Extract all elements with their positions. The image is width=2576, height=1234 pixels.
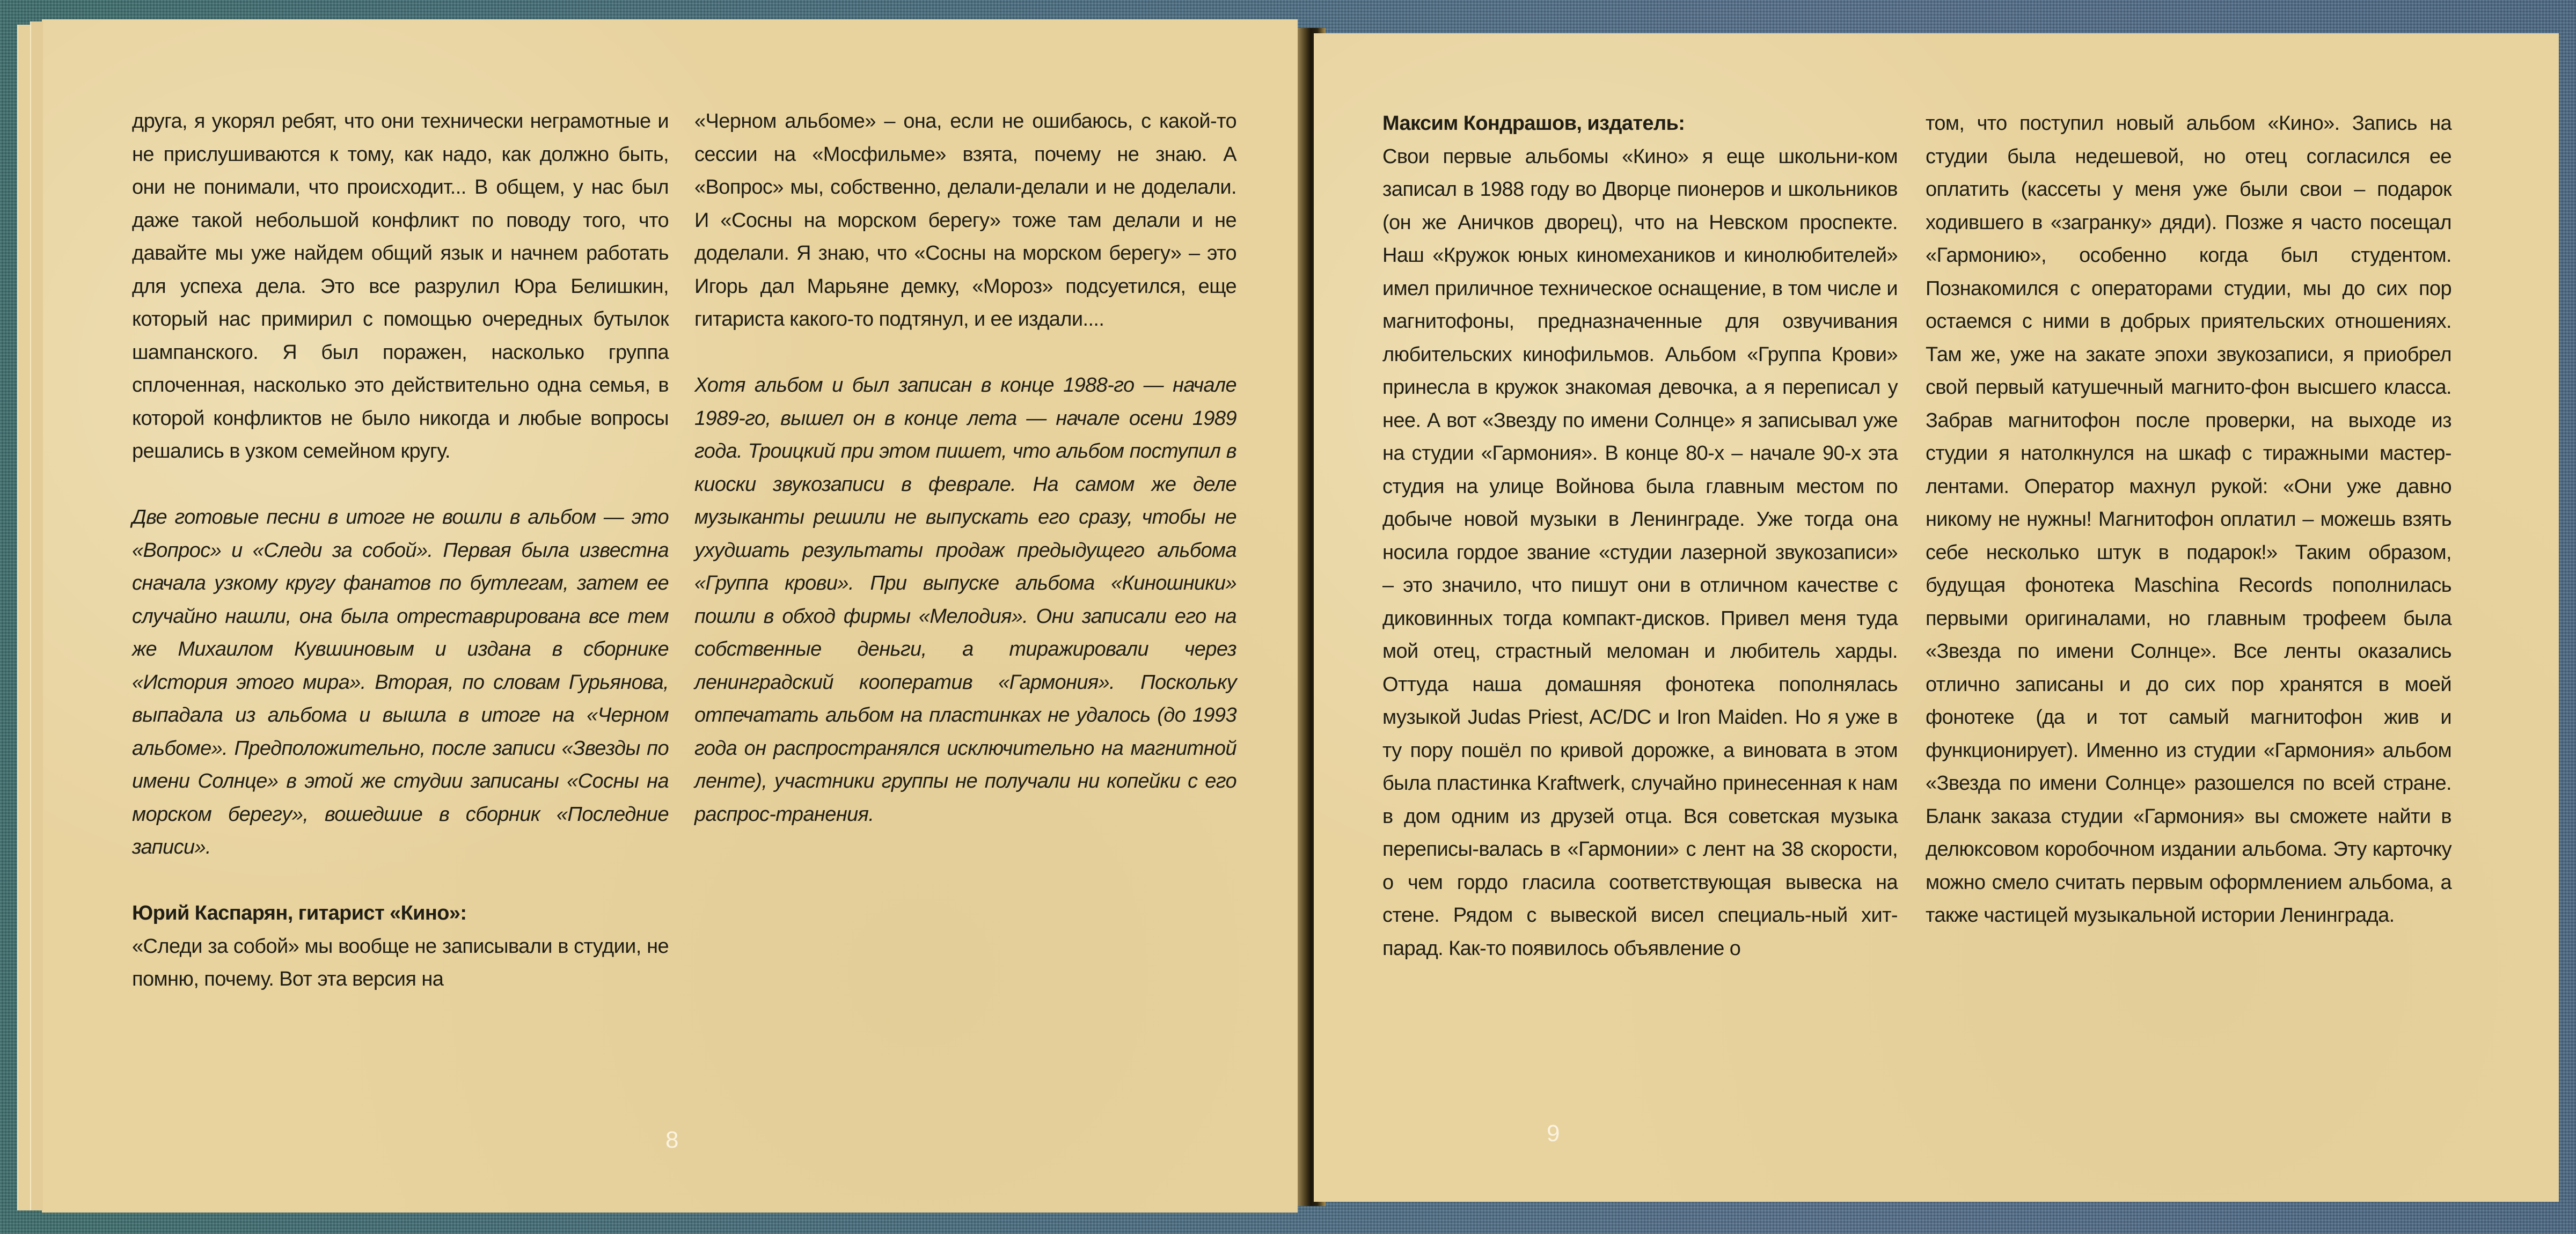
right-page-column-1 (1382, 107, 1898, 965)
left-page-column-2 (694, 105, 1236, 831)
right-page-column-2 (1926, 107, 2451, 932)
page-stack-edge (30, 21, 43, 1210)
paragraph: «Черном альбоме» – она, если не ошибаюсь, с какой-то сессии на «Мосфильме» взята, почему не знаю. А «Вопрос» мы, собственно, делали-делали и не доделали. И «Сосны на морском берегу» тоже там делали и не доделали. Я знаю, что «Сосны на морском берегу» – это Игорь дал Марьяне демку, «Мороз» подсуетился, еще гитариста какого-то подтянул, и ее издали.... (694, 110, 1236, 330)
italic-paragraph: Хотя альбом и был записан в конце 1988-го — начале 1989-го, вышел он в конце лета — начале осени 1989 года. Троицкий при этом пишет, что альбом поступил в киоски звукозаписи в феврале. На самом же деле музыканты решили не выпускать его сразу, чтобы не ухудшать результаты продаж предыдущего альбома «Группа крови». При выпуске альбома «Киношники» пошли в обход фирмы «Мелодия». Они записали его на собственные деньги, а тиражировали через ленинградский кооператив «Гармония». Поскольку отпечатать альбом на пластинках не удалось (до 1993 года он распространялся исключительно на магнитной ленте), участники группы не получали ни копейки с его распрос-транения. (694, 374, 1236, 826)
speaker-heading: Юрий Каспарян, гитарист «Кино»: (132, 902, 467, 924)
page-number: 9 (1547, 1120, 1560, 1147)
page-number: 8 (665, 1127, 679, 1153)
paragraph: друга, я укорял ребят, что они технически неграмотные и не прислушиваются к тому, как надо, как должно быть, они не понимали, что происходит... В общем, у нас был даже такой небольшой конфликт по поводу того, что давайте мы уже найдем общий язык и начнем работать для успеха дела. Это все разрулил Юра Белишкин, который нас примирил с помощью очередных бутылок шампанского. Я был поражен, насколько группа сплоченная, насколько это действительно одна семья, в которой конфликтов не было никогда и любые вопросы решались в узком семейном кругу. (132, 110, 669, 462)
right-page (1314, 33, 2559, 1202)
left-page-column-1 (132, 105, 669, 996)
left-page (42, 19, 1298, 1213)
paragraph: Свои первые альбомы «Кино» я еще школьни-ком записал в 1988 году во Дворце пионеров и школьников (он же Аничков дворец), что на Невском проспекте. Наш «Кружок юных киномехаников и кинолюбителей» имел приличное техническое оснащение, в том числе и магнитофоны, предназначенные для озвучивания любительских кинофильмов. Альбом «Группа Крови» принесла в кружок знакомая девочка, а я переписал у нее. А вот «Звезду по имени Солнце» я записывал уже на студии «Гармония». В конце 80-х – начале 90-х эта студия на улице Войнова была главным местом по добыче новой музыки в Ленинграде. Уже тогда она носила гордое звание «студии лазерной звукозаписи» – это значило, что пишут они в отличном качестве с диковинных тогда компакт-дисков. Привел меня туда мой отец, страстный меломан и любитель харды. Оттуда наша домашняя фонотека пополнялась музыкой Judas Priest, AC/DC и Iron Maiden. Но я уже в ту пору пошёл по кривой дорожке, а виновата в этом была пластинка Kraftwerk, случайно принесенная к нам в дом одним из друзей отца. Вся советская музыка переписы-валась в «Гармонии» с лент на 38 скорости, о чем гордо гласила соответствующая вывеска на стене. Рядом с вывеской висел специаль-ный хит-парад. Как-то появилось объявление о (1382, 145, 1898, 960)
paragraph: «Следи за собой» мы вообще не записывали в студии, не помню, почему. Вот эта версия на (132, 935, 669, 990)
italic-paragraph: Две готовые песни в итоге не вошли в альбом — это «Вопрос» и «Следи за собой». Первая была известна сначала узкому кругу фанатов по бутлегам, затем ее случайно нашли, она была отреставрирована все тем же Михаилом Кувшиновым и издана в сборнике «История этого мира». Вторая, по словам Гурьянова, выпадала из альбома и вышла в итоге на «Черном альбоме». Предположительно, после записи «Звезды по имени Солнце» в этой же студии записаны «Сосны на морском берегу», вошедшие в сборник «Последние записи». (132, 506, 669, 858)
speaker-heading: Максим Кондрашов, издатель: (1382, 112, 1685, 135)
paragraph: том, что поступил новый альбом «Кино». Запись на студии была недешевой, но отец согласился ее оплатить (кассеты у меня уже были свои – подарок ходившего в «загранку» дяди). Позже я часто посещал «Гармонию», особенно когда был студентом. Познакомился с операторами студии, мы до сих пор остаемся с ними в добрых приятельских отношениях. Там же, уже на закате эпохи звукозаписи, я приобрел свой первый катушечный магнито-фон высшего класса. Забрав магнитофон после проверки, на выходе из студии я натолкнулся на шкаф с тиражными мастер-лентами. Оператор махнул рукой: «Они уже давно никому не нужны! Магнитофон оплатил – можешь взять себе несколько штук в подарок!» Таким образом, будущая фонотека Maschina Records пополнилась первыми оригиналами, но главным трофеем была «Звезда по имени Солнце». Все ленты оказались отлично записаны и до сих пор хранятся в моей фонотеке (да и тот самый магнитофон жив и функционирует). Именно из студии «Гармония» альбом «Звезда по имени Солнце» разошелся по всей стране. Бланк заказа студии «Гармония» вы сможете найти в делюксовом коробочном издании альбома. Эту карточку можно смело считать первым оформлением альбома, а также частицей музыкальной истории Ленинграда. (1926, 112, 2451, 927)
